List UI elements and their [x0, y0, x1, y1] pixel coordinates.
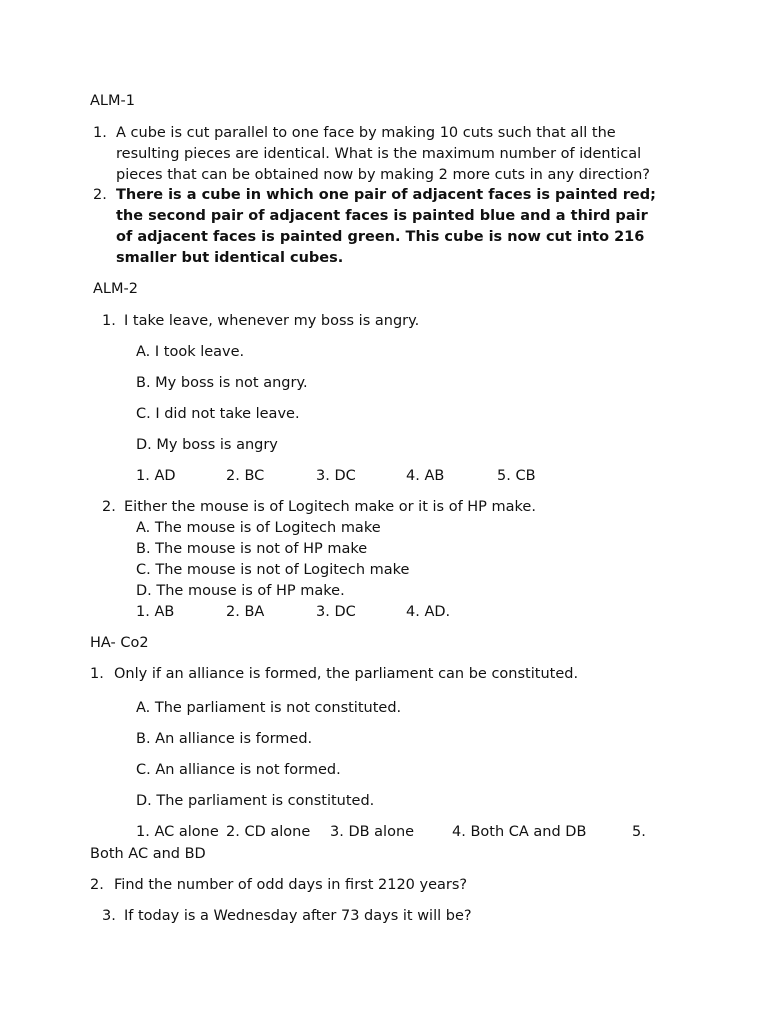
- question-text-line: of adjacent faces is painted green. This cube is now cut into 216: [116, 229, 645, 245]
- question-number: 1.: [102, 313, 116, 329]
- option-c: C. The mouse is not of Logitech make: [136, 562, 410, 578]
- answer-choice-3: 3. DB alone: [330, 824, 415, 840]
- option-d: D. The parliament is constituted.: [136, 793, 375, 809]
- answer-choice-2: 2. CD alone: [226, 824, 311, 840]
- question-text: If today is a Wednesday after 73 days it will be?: [124, 908, 472, 924]
- option-c: C. I did not take leave.: [136, 406, 300, 422]
- question-number: 1.: [90, 666, 104, 682]
- question-number: 2.: [102, 499, 116, 515]
- question-text-line: There is a cube in which one pair of adjacent faces is painted red;: [116, 187, 656, 203]
- option-d: D. The mouse is of HP make.: [136, 583, 345, 599]
- answer-choice-4: 4. Both CA and DB: [452, 824, 587, 840]
- section-heading-haco2: HA- Co2: [90, 635, 149, 651]
- option-b: B. The mouse is not of HP make: [136, 541, 368, 557]
- answer-choice-1: 1. AB: [136, 604, 175, 620]
- question-number: 3.: [102, 908, 116, 924]
- question-text-line: the second pair of adjacent faces is painted blue and a third pair: [116, 208, 648, 224]
- answer-choice-3: 3. DC: [316, 468, 356, 484]
- answer-choice-4: 4. AD.: [406, 604, 451, 620]
- option-d: D. My boss is angry: [136, 437, 278, 453]
- section-heading-alm2: ALM-2: [93, 281, 138, 297]
- answer-choice-4: 4. AB: [406, 468, 445, 484]
- question-text-line: resulting pieces are identical. What is the maximum number of identical: [116, 146, 642, 162]
- answer-choice-5: 5.: [632, 824, 646, 840]
- question-number: 2.: [90, 877, 104, 893]
- question-text-line: smaller but identical cubes.: [116, 250, 344, 266]
- question-text: Either the mouse is of Logitech make or it is of HP make.: [124, 499, 536, 515]
- question-number: 2.: [93, 187, 107, 203]
- answer-choice-5-wrap: Both AC and BD: [90, 846, 206, 862]
- option-b: B. My boss is not angry.: [136, 375, 308, 391]
- answer-choice-1: 1. AC alone: [136, 824, 219, 840]
- answer-choice-5: 5. CB: [497, 468, 536, 484]
- answer-choice-1: 1. AD: [136, 468, 176, 484]
- question-text: I take leave, whenever my boss is angry.: [124, 313, 420, 329]
- question-text: Find the number of odd days in first 2120 years?: [114, 877, 468, 893]
- question-number: 1.: [93, 125, 107, 141]
- option-c: C. An alliance is not formed.: [136, 762, 341, 778]
- option-a: A. The mouse is of Logitech make: [136, 520, 381, 536]
- option-a: A. The parliament is not constituted.: [136, 700, 402, 716]
- option-b: B. An alliance is formed.: [136, 731, 313, 747]
- question-text: Only if an alliance is formed, the parliament can be constituted.: [114, 666, 579, 682]
- answer-choice-2: 2. BC: [226, 468, 265, 484]
- question-text-line: A cube is cut parallel to one face by making 10 cuts such that all the: [116, 125, 616, 141]
- answer-choice-2: 2. BA: [226, 604, 265, 620]
- question-text-line: pieces that can be obtained now by making 2 more cuts in any direction?: [116, 167, 650, 183]
- section-heading-alm1: ALM-1: [90, 93, 135, 109]
- answer-choice-3: 3. DC: [316, 604, 356, 620]
- option-a: A. I took leave.: [136, 344, 245, 360]
